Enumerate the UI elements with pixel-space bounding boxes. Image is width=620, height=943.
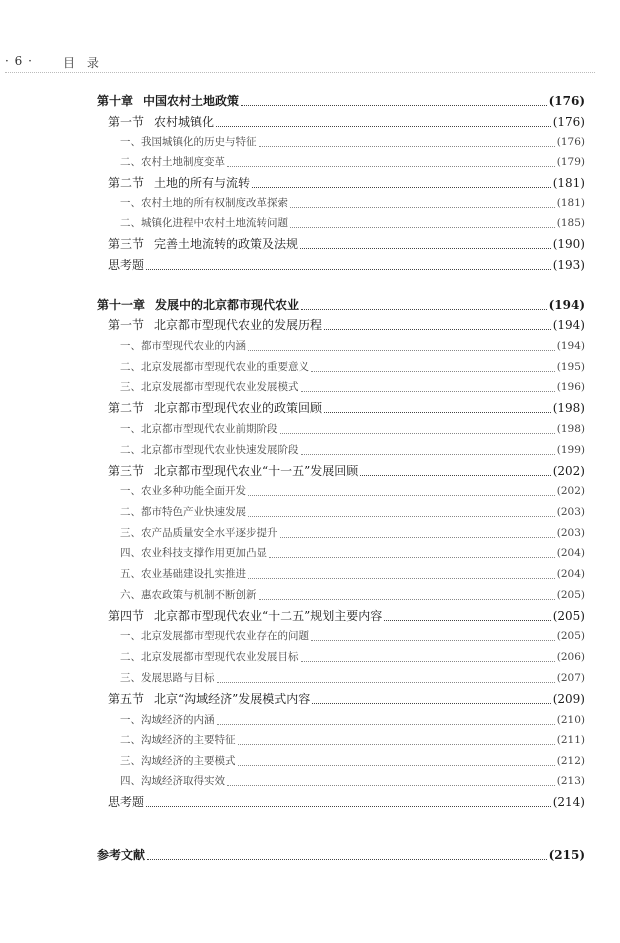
- toc-entry-page: (205): [552, 609, 585, 623]
- toc-entry-page: (215): [548, 848, 585, 862]
- toc-entry-label: [108, 174, 250, 192]
- toc-entry-page: (213): [556, 775, 585, 787]
- toc-entry-number: 第一节: [108, 318, 145, 332]
- toc-entry-title: 二、北京发展都市型现代农业的重要意义: [120, 361, 309, 373]
- toc-entry-item: [120, 669, 585, 687]
- toc-entry-page: (203): [556, 527, 585, 539]
- toc-entry-label: [120, 711, 215, 729]
- toc-entry-label: [120, 544, 267, 562]
- toc-entry-page: (204): [556, 547, 585, 559]
- leader-dots: [259, 146, 555, 147]
- toc-entry-title: 二、都市特色产业快速发展: [120, 506, 246, 518]
- toc-entry-title: 北京都市型现代农业“十一五”发展回顾: [154, 464, 359, 478]
- toc-entry-number: 第三节: [108, 464, 145, 478]
- toc-entry-label: [120, 586, 257, 604]
- toc-entry-label: [108, 256, 144, 274]
- toc-entry-page: (206): [556, 651, 585, 663]
- page-header: [5, 52, 595, 74]
- toc-entry-section: [108, 399, 585, 417]
- toc-entry-item: [120, 441, 585, 459]
- leader-dots: [248, 350, 555, 351]
- toc-entry-page: (205): [556, 630, 585, 642]
- toc-entry-title: 一、农村土地的所有权制度改革探索: [120, 197, 288, 209]
- toc-entry-page: (185): [556, 217, 585, 229]
- toc-entry-page: (198): [556, 423, 585, 435]
- leader-dots: [146, 806, 551, 807]
- toc-entry-label: [108, 316, 322, 334]
- toc-entry-label: [120, 482, 246, 500]
- leader-dots: [301, 661, 555, 662]
- toc-entry-title: 二、北京发展都市型现代农业发展目标: [120, 651, 299, 663]
- toc-entry-label: [108, 607, 382, 625]
- toc-entry-section: [108, 316, 585, 334]
- toc-entry-number: 第四节: [108, 609, 145, 623]
- toc-entry-label: [120, 358, 309, 376]
- toc-entry-title: 农村城镇化: [154, 115, 215, 129]
- toc-entry-title: 完善土地流转的政策及法规: [154, 237, 299, 251]
- toc-entry-item: [120, 627, 585, 645]
- leader-dots: [238, 765, 555, 766]
- toc-entry-chapter: [97, 92, 585, 110]
- toc-entry-title: 二、沟域经济的主要特征: [120, 734, 236, 746]
- toc-entry-title: 一、都市型现代农业的内涵: [120, 340, 246, 352]
- toc-entry-title: 二、城镇化进程中农村土地流转问题: [120, 217, 288, 229]
- toc-entry-page: (209): [552, 692, 585, 706]
- toc-entry-page: (195): [556, 361, 585, 373]
- leader-dots: [280, 433, 555, 434]
- toc-entry-page: (202): [556, 485, 585, 497]
- toc-entry-page: (211): [556, 734, 585, 746]
- leader-dots: [248, 516, 555, 517]
- toc-entry-label: [120, 772, 225, 790]
- toc-entry-label: [108, 113, 214, 131]
- toc-entry-label: [120, 731, 236, 749]
- toc-entry-page: (176): [548, 94, 585, 108]
- toc-entry-label: [97, 296, 299, 314]
- leader-dots: [324, 412, 551, 413]
- leader-dots: [238, 744, 555, 745]
- toc-entry-section: [108, 113, 585, 131]
- leader-dots: [290, 227, 555, 228]
- leader-dots: [311, 371, 555, 372]
- toc-entry-item: [120, 482, 585, 500]
- toc-entry-chapter: [97, 846, 585, 864]
- toc-entry-title: 思考题: [108, 795, 145, 809]
- toc-entry-number: 第五节: [108, 692, 145, 706]
- toc-entry-item: [120, 378, 585, 396]
- leader-dots: [269, 557, 555, 558]
- leader-dots: [280, 537, 555, 538]
- leader-dots: [301, 391, 555, 392]
- toc-entry-section: [108, 256, 585, 274]
- toc-entry-section: [108, 690, 585, 708]
- toc-entry-item: [120, 711, 585, 729]
- toc-entry-page: (179): [556, 156, 585, 168]
- toc-entry-page: (199): [556, 444, 585, 456]
- toc-entry-label: [97, 92, 239, 110]
- leader-dots: [360, 475, 550, 476]
- leader-dots: [217, 724, 555, 725]
- toc-entry-page: (181): [556, 197, 585, 209]
- leader-dots: [311, 640, 555, 641]
- leader-dots: [227, 166, 555, 167]
- toc-entry-number: 第一节: [108, 115, 145, 129]
- toc-entry-label: [120, 524, 278, 542]
- toc-entry-label: [108, 690, 310, 708]
- toc-entry-label: [120, 378, 299, 396]
- toc-entry-label: [120, 420, 278, 438]
- toc-entry-item: [120, 153, 585, 171]
- toc-entry-page: (202): [552, 464, 585, 478]
- toc-entry-label: [108, 399, 322, 417]
- toc-entry-section: [108, 607, 585, 625]
- leader-dots: [301, 309, 547, 310]
- toc-entry-item: [120, 544, 585, 562]
- toc-entry-label: [120, 565, 246, 583]
- leader-dots: [216, 126, 551, 127]
- toc-entry-number: 第十一章: [97, 298, 146, 312]
- toc-entry-label: [120, 503, 246, 521]
- toc-entry-label: [108, 235, 298, 253]
- leader-dots: [217, 682, 555, 683]
- toc-entry-page: (194): [552, 318, 585, 332]
- toc-entry-label: [120, 441, 299, 459]
- toc-entry-item: [120, 358, 585, 376]
- toc-entry-title: 四、农业科技支撑作用更加凸显: [120, 547, 267, 559]
- toc-entry-label: [108, 793, 144, 811]
- toc-entry-item: [120, 565, 585, 583]
- toc-entry-page: (194): [556, 340, 585, 352]
- toc-entry-item: [120, 752, 585, 770]
- toc-entry-number: 第二节: [108, 401, 145, 415]
- toc-entry-title: 一、农业多种功能全面开发: [120, 485, 246, 497]
- toc-entry-title: 一、北京发展都市型现代农业存在的问题: [120, 630, 309, 642]
- leader-dots: [146, 269, 551, 270]
- leader-dots: [301, 454, 555, 455]
- toc-entry-title: 北京都市型现代农业的政策回顾: [154, 401, 323, 415]
- toc-entry-title: 四、沟域经济取得实效: [120, 775, 225, 787]
- toc-entry-section: [108, 793, 585, 811]
- toc-entry-title: 一、北京都市型现代农业前期阶段: [120, 423, 278, 435]
- toc-entry-page: (212): [556, 755, 585, 767]
- leader-dots: [227, 785, 555, 786]
- toc-entry-number: 第十章: [97, 94, 134, 108]
- toc-entry-item: [120, 586, 585, 604]
- toc-entry-title: 思考题: [108, 258, 145, 272]
- toc-entry-label: [120, 194, 288, 212]
- toc-entry-title: 三、农产品质量安全水平逐步提升: [120, 527, 278, 539]
- toc-entry-title: 二、农村土地制度变革: [120, 156, 225, 168]
- toc-entry-page: (203): [556, 506, 585, 518]
- toc-entry-page: (181): [552, 176, 585, 190]
- toc-entry-label: [120, 153, 225, 171]
- toc-entry-item: [120, 648, 585, 666]
- header-rule: [5, 72, 595, 73]
- page-number: · 6 ·: [5, 54, 33, 68]
- leader-dots: [147, 859, 547, 860]
- toc-entry-title: 北京“沟域经济”发展模式内容: [154, 692, 311, 706]
- toc-entry-page: (207): [556, 672, 585, 684]
- toc-entry-chapter: [97, 296, 585, 314]
- toc-entry-title: 五、农业基础建设扎实推进: [120, 568, 246, 580]
- toc-entry-item: [120, 503, 585, 521]
- toc-entry-page: (196): [556, 381, 585, 393]
- toc-entry-title: 一、沟域经济的内涵: [120, 714, 215, 726]
- toc-entry-page: (193): [552, 258, 585, 272]
- toc-entry-page: (176): [556, 136, 585, 148]
- toc-entry-item: [120, 194, 585, 212]
- toc-entry-label: [108, 462, 358, 480]
- toc-entry-title: 三、发展思路与目标: [120, 672, 215, 684]
- leader-dots: [300, 248, 551, 249]
- toc-entry-label: [120, 337, 246, 355]
- toc-entry-page: (204): [556, 568, 585, 580]
- toc-entry-title: 三、沟域经济的主要模式: [120, 755, 236, 767]
- toc-entry-title: 一、我国城镇化的历史与特征: [120, 136, 257, 148]
- leader-dots: [384, 620, 550, 621]
- toc-entry-item: [120, 133, 585, 151]
- toc-entry-item: [120, 731, 585, 749]
- leader-dots: [248, 578, 555, 579]
- toc-entry-title: 中国农村土地政策: [143, 94, 240, 108]
- toc-entry-page: (194): [548, 298, 585, 312]
- toc-entry-title: 北京都市型现代农业“十二五”规划主要内容: [154, 609, 383, 623]
- toc-entry-item: [120, 337, 585, 355]
- toc-entry-section: [108, 462, 585, 480]
- toc-entry-section: [108, 174, 585, 192]
- toc-entry-item: [120, 420, 585, 438]
- toc-entry-number: 第三节: [108, 237, 145, 251]
- toc-entry-title: 发展中的北京都市现代农业: [155, 298, 300, 312]
- toc-entry-label: [120, 214, 288, 232]
- toc-entry-label: [120, 648, 299, 666]
- leader-dots: [290, 207, 555, 208]
- toc-entry-label: [120, 752, 236, 770]
- toc-entry-item: [120, 524, 585, 542]
- toc-entry-item: [120, 214, 585, 232]
- toc-entry-label: [120, 133, 257, 151]
- toc-entry-title: 三、北京发展都市型现代农业发展模式: [120, 381, 299, 393]
- toc-entry-label: [97, 846, 145, 864]
- toc-entry-number: 第二节: [108, 176, 145, 190]
- toc-entry-item: [120, 772, 585, 790]
- toc-entry-page: (190): [552, 237, 585, 251]
- toc-entry-page: (210): [556, 714, 585, 726]
- toc-entry-page: (176): [552, 115, 585, 129]
- toc-entry-title: 参考文献: [97, 848, 146, 862]
- leader-dots: [252, 187, 551, 188]
- toc-entry-title: 北京都市型现代农业的发展历程: [154, 318, 323, 332]
- leader-dots: [324, 329, 551, 330]
- leader-dots: [248, 495, 555, 496]
- toc-entry-section: [108, 235, 585, 253]
- toc-entry-label: [120, 669, 215, 687]
- toc-entry-title: 土地的所有与流转: [154, 176, 251, 190]
- toc-entry-title: 二、北京都市型现代农业快速发展阶段: [120, 444, 299, 456]
- leader-dots: [312, 703, 550, 704]
- toc-entry-page: (214): [552, 795, 585, 809]
- toc-entry-label: [120, 627, 309, 645]
- toc-entry-page: (205): [556, 589, 585, 601]
- leader-dots: [259, 599, 555, 600]
- toc-entry-page: (198): [552, 401, 585, 415]
- running-title: 目 录: [63, 56, 103, 70]
- leader-dots: [241, 105, 547, 106]
- toc-entry-title: 六、惠农政策与机制不断创新: [120, 589, 257, 601]
